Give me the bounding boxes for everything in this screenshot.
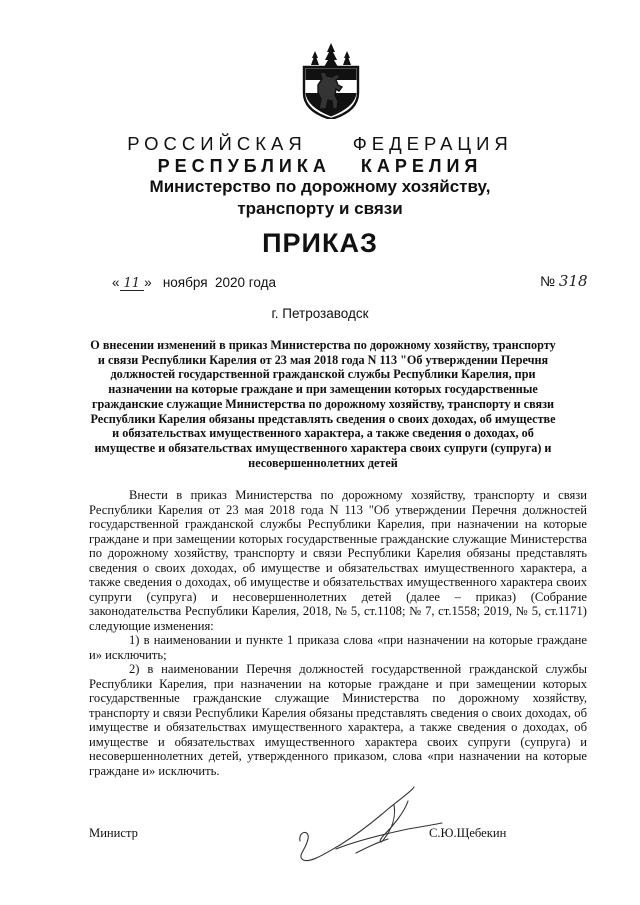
body-paragraph: 1) в наименовании и пункте 1 приказа слова «при назначении на которые граждане и» исключить;: [89, 633, 587, 662]
date-open-quote: «: [112, 275, 120, 290]
order-number-handwritten: 318: [558, 272, 588, 290]
header-republic-word1: РЕСПУБЛИКА: [157, 156, 331, 176]
header-country: [0, 133, 640, 155]
document-type-title: ПРИКАЗ: [262, 228, 378, 258]
ministry-name-line1: Министерство по дорожному хозяйству,: [149, 177, 491, 196]
order-number: [540, 272, 588, 290]
header-country-word1: РОССИЙСКАЯ: [127, 133, 307, 154]
header-republic-word2: КАРЕЛИЯ: [360, 156, 483, 176]
city-name: г. Петрозаводск: [271, 306, 369, 321]
signatory-role: Министр: [89, 826, 138, 840]
date-close-quote: »: [144, 275, 152, 290]
header-republic: [0, 156, 640, 177]
date-month-year: ноября 2020 года: [162, 275, 277, 290]
date-day-handwritten: 11: [120, 277, 145, 291]
coat-of-arms-emblem: [301, 43, 361, 119]
body-paragraph: 2) в наименовании Перечня должностей государственной гражданской службы Республики Карелия, при назначении на которые граждане и при замещении которых государственные гражданские служащие Министерства по дорожному хозяйству, транспорту и связи Республики Карелия обязаны представлять сведения о своих доходах, об имуществе и обязательствах имущественного характера, а также сведения о доходах, об имуществе и обязательствах имущественного характера своих супруги (супруга) и несовершеннолетних детей, утвержденного приказом, слова «при назначении на которые граждане и» исключить.: [89, 662, 587, 778]
ministry-name-line2: транспорту и связи: [237, 199, 403, 218]
order-body: [89, 488, 587, 778]
body-paragraph: Внести в приказ Министерства по дорожному хозяйству, транспорту и связи Республики Карелия от 23 мая 2018 года N 113 "Об утверждении Перечня должностей государственной гражданской службы Республики Карелия, при назначении на которые граждане и при замещении которых государственные гражданские служащие Министерства по дорожному хозяйству, транспорту и связи Республики Карелия обязаны представлять сведения о своих доходах, об имуществе и обязательствах имущественного характера, а также сведения о доходах, об имуществе и обязательствах имущественного характера своих супруги (супруга) и несовершеннолетних детей (далее – приказ) (Собрание законодательства Республики Карелия, 2018, № 5, ст.1108; № 7, ст.1558; 2019, № 5, ст.1171) следующие изменения:: [89, 488, 587, 633]
signatory-name: С.Ю.Щебекин: [429, 826, 507, 840]
order-date: [112, 275, 276, 291]
number-sign: №: [540, 273, 556, 289]
handwritten-signature: [296, 783, 446, 869]
order-title: О внесении изменений в приказ Министерства по дорожному хозяйству, транспорту и связи Республики Карелия от 23 мая 2018 года N 113 "Об утверждении Перечня должностей государственной гражданской службы Республики Карелия, при назначении на которые граждане и при замещении которых государственные гражданские служащие Министерства по дорожному хозяйству, транспорту и связи Республики Карелия обязаны представлять сведения о своих доходах, об имуществе и обязательствах имущественного характера, а также сведения о доходах, об имуществе и обязательствах имущественного характера своих супруги (супруга) и несовершеннолетних детей: [90, 338, 556, 470]
header-country-word2: ФЕДЕРАЦИЯ: [352, 133, 513, 154]
